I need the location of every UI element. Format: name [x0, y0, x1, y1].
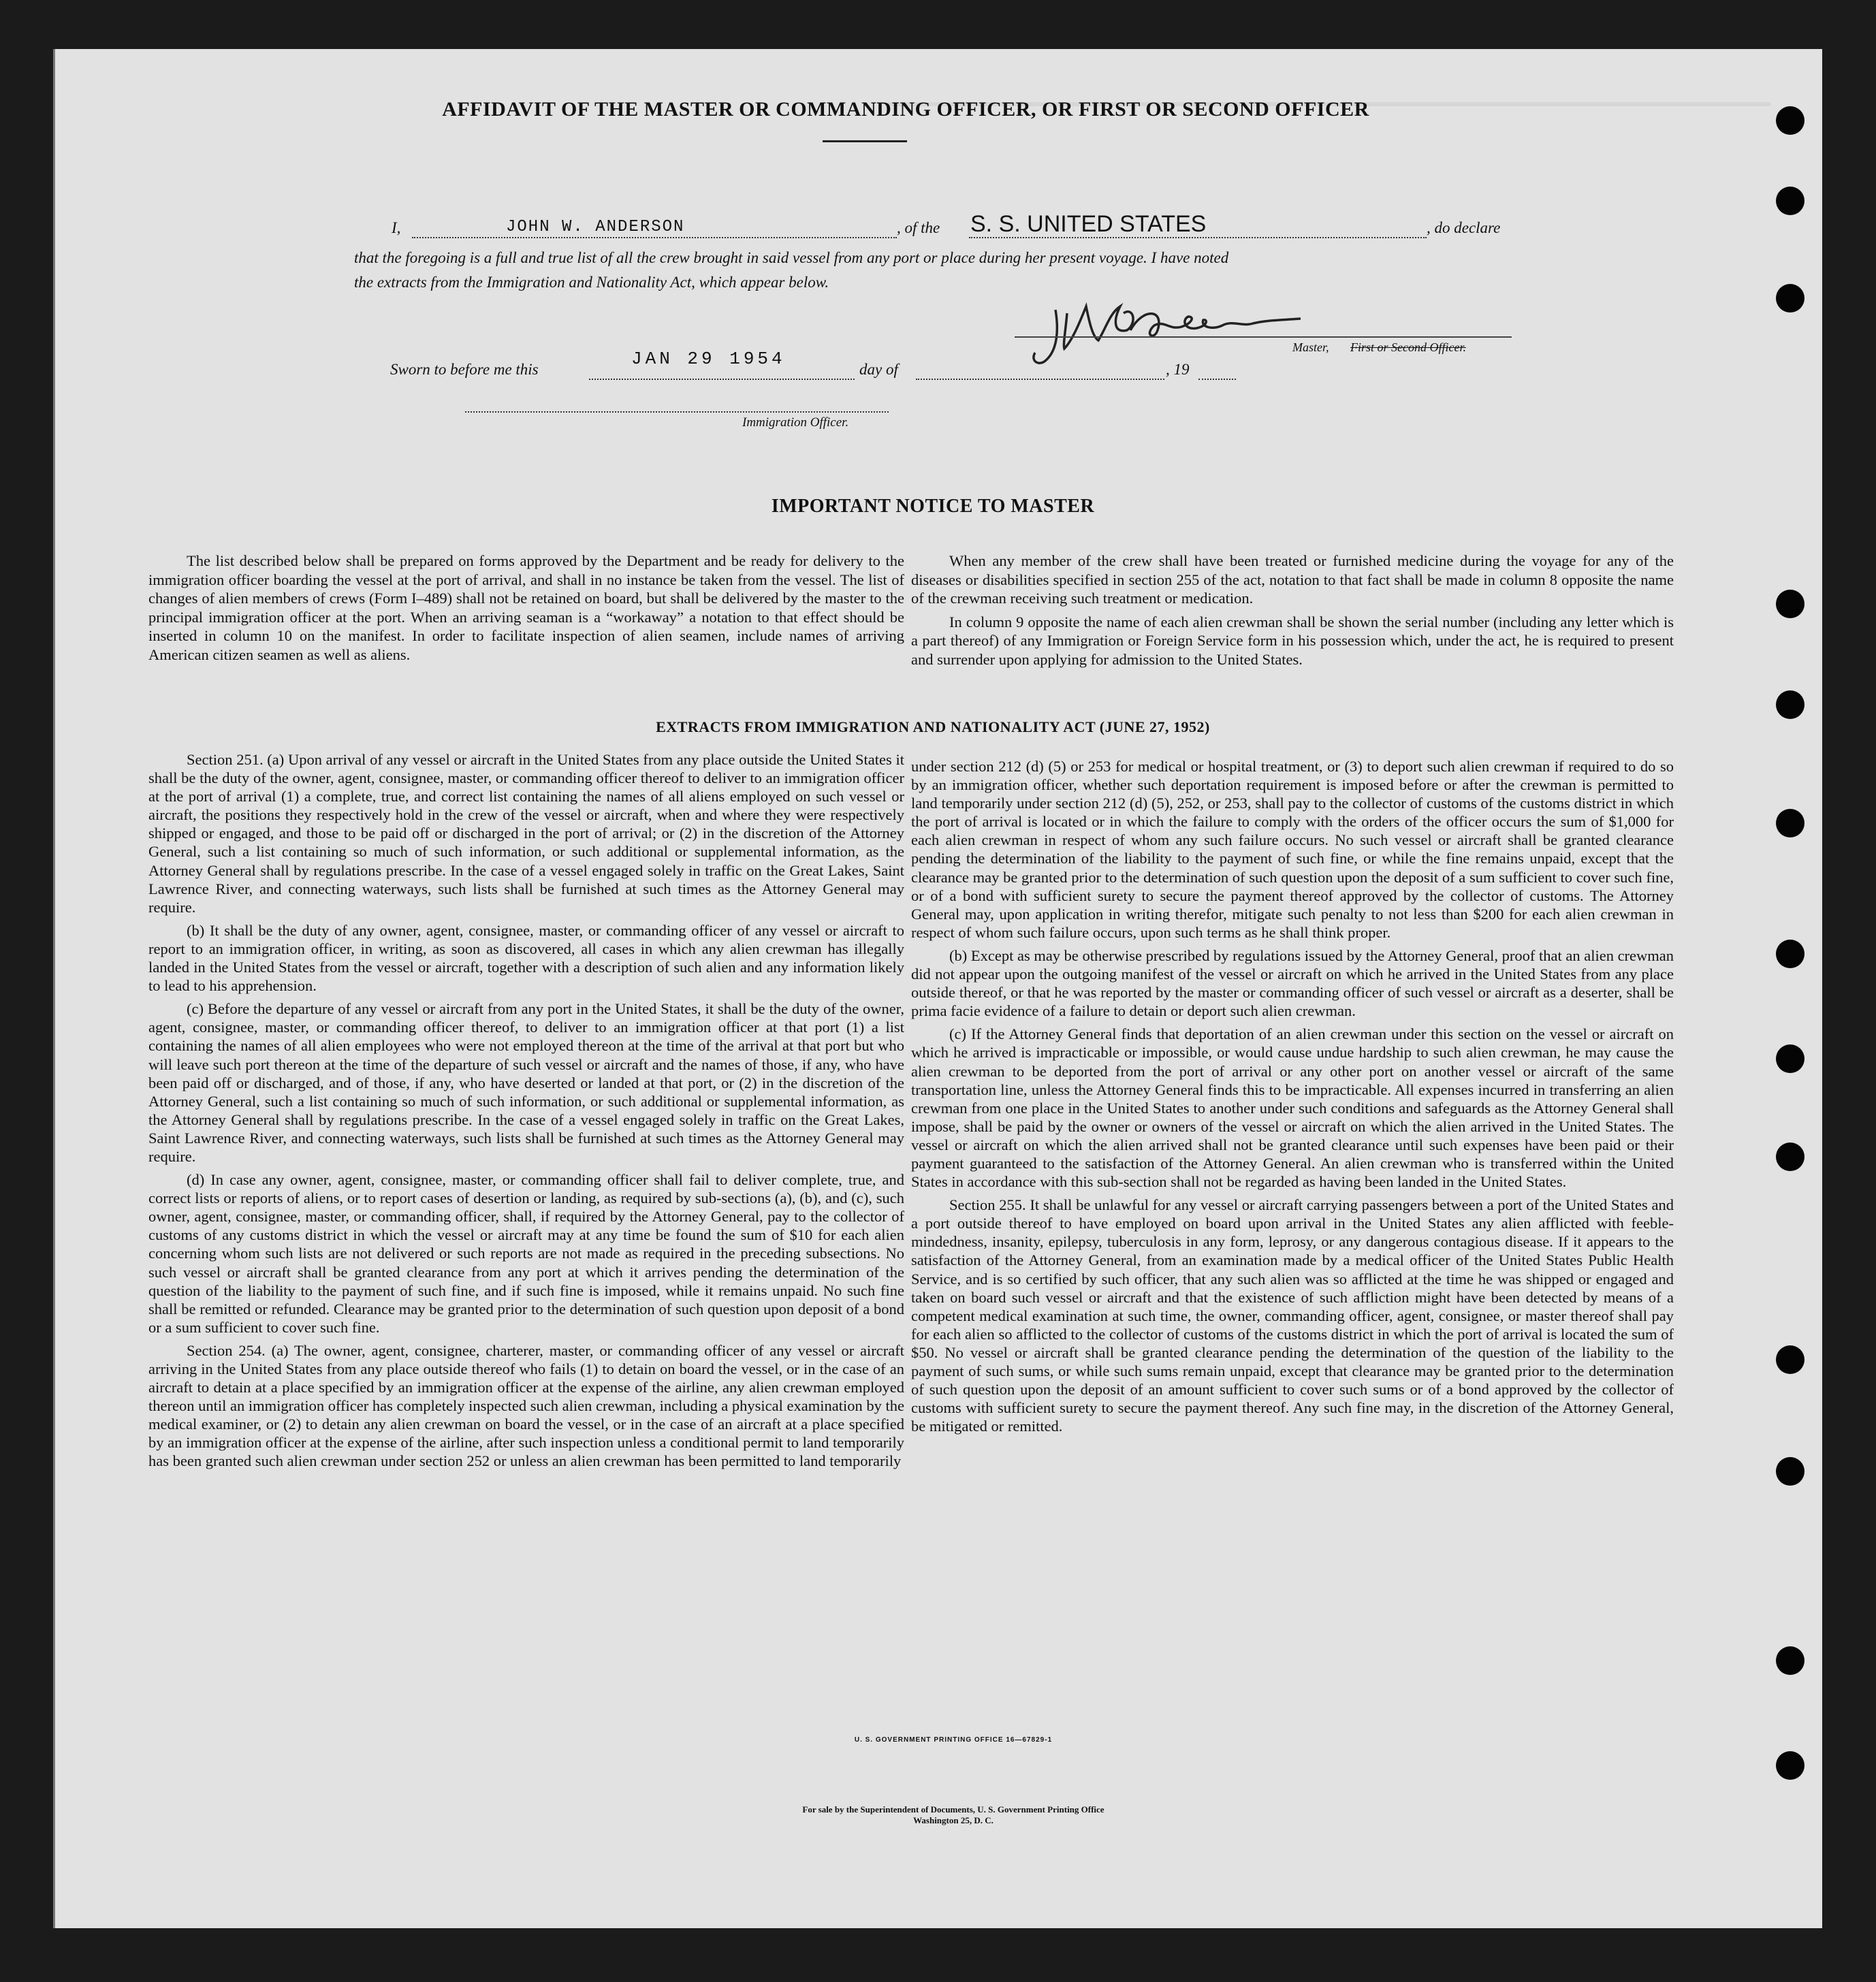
master-name-line [412, 237, 897, 238]
notice-right-paragraph-2: In column 9 opposite the name of each alien crewman shall be shown the serial number (including any letter which is a part thereof) of any Immigration or Foreign Service form in his possession which, under the act, he is required to present and surrender upon applying for admission to the United States. [911, 613, 1674, 668]
punch-hole [1776, 940, 1805, 968]
month-line [916, 379, 1164, 380]
vessel-name-field: S. S. UNITED STATES [970, 211, 1207, 237]
declare-label: , do declare [1427, 219, 1501, 236]
i-label: I, [392, 219, 401, 236]
year-line [1198, 379, 1236, 380]
extracts-left-column [148, 750, 904, 1475]
extracts-title: EXTRACTS FROM IMMIGRATION AND NATIONALITY ACT (JUNE 27, 1952) [656, 718, 1210, 735]
section-251-c: (c) Before the departure of any vessel or aircraft from any port in the United States, it shall be the duty of the owner, agent, consignee, master, or commanding officer thereof, to deliver to an immigration officer at that port (1) a list containing the names of all alien employees who were not employed thereon at the time of the arrival at that port but who will leave such port thereon at the time of the departure of such vessel or aircraft and the names of those, if any, who have been paid off or discharged, and of those, if any, who have deserted or landed at that port, or (2) in the discretion of the Attorney General, such a list containing so much of such information, or such additional or supplemental information, as the Attorney General shall by regulations prescribe. In the case of a vessel engaged solely in traffic on the Great Lakes, Saint Lawrence River, and connecting waterways, such lists shall be furnished at such times as the Attorney General may require. [148, 1000, 904, 1165]
printing-office-mark: U. S. GOVERNMENT PRINTING OFFICE 16—67829-1 [854, 1736, 1053, 1744]
master-label: Master, [1292, 340, 1329, 354]
master-name-field: JOHN W. ANDERSON [506, 218, 685, 236]
punch-hole [1776, 1044, 1805, 1073]
extracts-right-column [911, 757, 1674, 1440]
punch-hole [1776, 1751, 1805, 1780]
year-label: , 19 [1166, 361, 1190, 378]
notice-right-column [911, 552, 1674, 673]
signature-image [1018, 293, 1304, 368]
title-divider [823, 140, 907, 142]
punch-hole [1776, 106, 1805, 135]
section-254-b: (b) Except as may be otherwise prescribed by regulations issued by the Attorney General, proof that an alien crewman did not appear upon the outgoing manifest of the vessel or aircraft on which he arrived in the United States from any place outside thereof, or that he was reported by the master or commanding officer of such vessel or aircraft as a deserter, shall be prima facie evidence of a failure to detain or deport such alien crewman. [911, 946, 1674, 1020]
sworn-label: Sworn to before me this [390, 361, 539, 378]
struck-officer-label: First or Second Officer. [1350, 340, 1466, 354]
immigration-officer-label: Immigration Officer. [742, 415, 849, 430]
punch-hole [1776, 284, 1805, 313]
notice-left-paragraph: The list described below shall be prepared on forms approved by the Department and be ready for delivery to the immigration officer boarding the vessel at the port of arrival, and shall in no instance be taken from the vessel. The list of changes of alien members of crews (Form I–489) shall not be retained on board, but shall be delivered by the master to the principal immigration officer at the port. When an arriving seaman is a “workaway” a notation to that effect should be inserted in column 10 on the manifest. In order to facilitate inspection of alien seamen, include names of arriving American citizen seamen as well as aliens. [148, 552, 904, 663]
punch-hole [1776, 1142, 1805, 1171]
sale-notice-line-2: Washington 25, D. C. [913, 1815, 993, 1825]
section-251-b: (b) It shall be the duty of any owner, agent, consignee, master, or commanding officer of any vessel or aircraft to report to an immigration officer, in writing, as soon as discovered, all cases in which any alien crewman has illegally landed in the United States from the vessel or aircraft, together with a description of such alien and any information likely to lead to his apprehension. [148, 921, 904, 995]
section-255: Section 255. It shall be unlawful for any vessel or aircraft carrying passengers between a port of the United States and a port outside thereof to have employed on board upon arrival in the United States any alien afflicted with feeble-mindedness, insanity, epilepsy, tuberculosis in any form, leprosy, or any dangerous contagious disease. If it appears to the satisfaction of the Attorney General, from an examination made by a medical officer of the United States Public Health Service, and is so certified by such officer, that any such alien was so afflicted at the time he was shipped or engaged and taken on board such vessel or aircraft and that the existence of such affliction might have been detected by means of a competent medical examination at such time, the owner, commanding officer, agent, consignee, or master thereof shall pay for each alien so afflicted to the collector of customs of the customs district in which the port of arrival is located the sum of $50. No vessel or aircraft shall be granted clearance pending the determination of the question of the liability to the payment of such sums, or while such sums remain unpaid, except that clearance may be granted prior to the determination of such question upon the deposit of an amount sufficient to cover such sums or of a bond approved by the collector of customs with sufficient surety to secure the payment thereof. Any such fine may, in the discretion of the Attorney General, be mitigated or remitted. [911, 1196, 1674, 1435]
sale-notice-line-1: For sale by the Superintendent of Documents, U. S. Government Printing Office [802, 1804, 1104, 1815]
punch-hole [1776, 187, 1805, 215]
notice-title: IMPORTANT NOTICE TO MASTER [771, 496, 1095, 517]
immigration-officer-line [465, 411, 889, 413]
section-254-a: Section 254. (a) The owner, agent, consignee, charterer, master, or commanding officer of any vessel or aircraft arriving in the United States from any place outside thereof who fails (1) to detain on board the vessel, or in the case of an aircraft to detain at a place specified by an immigration officer at the expense of the airline, any alien crewman employed thereon until an immigration officer has completely inspected such alien crewman, including a physical examination by the medical examiner, or (2) to detain any alien crewman on board the vessel, or in the case of an aircraft at a place specified by an immigration officer at the expense of the airline, after such inspection unless a conditional permit to land temporarily has been granted such alien crewman under section 252 or unless an alien crewman has been permitted to land temporarily [148, 1341, 904, 1470]
punch-hole [1776, 590, 1805, 618]
punch-hole [1776, 809, 1805, 837]
master-signature [1018, 293, 1304, 368]
section-254-a-continued: under section 212 (d) (5) or 253 for medical or hospital treatment, or (3) to deport such alien crewman if required to do so by an immigration officer, whether such deportation requirement is imposed before or after the crewman is permitted to land temporarily under section 212 (d) (5), 252, or 253, shall pay to the collector of customs of the customs district in which the port of arrival is located or in which the failure to comply with the orders of the officer occurs the sum of $1,000 for each alien crewman in respect of whom any such failure occurs. No such vessel or aircraft shall be granted clearance pending the determination of the liability to the payment of such fine, or while the fine remains unpaid, except that the clearance may be granted prior to the determination of such question upon the deposit of a sum sufficient to cover such fine, or of a bond with sufficient surety to secure the payment thereof approved by the collector of customs. The Attorney General may, upon application in writing therefor, mitigate such penalty to not less than $200 for each alien crewman in respect of whom such failure occurs, upon such terms as he shall think proper. [911, 758, 1674, 941]
sworn-date-stamp: JAN 29 1954 [631, 349, 786, 369]
affidavit-title: AFFIDAVIT OF THE MASTER OR COMMANDING OFFICER, OR FIRST OR SECOND OFFICER [442, 98, 1369, 121]
section-251-d: (d) In case any owner, agent, consignee, master, or commanding officer shall fail to deliver complete, true, and correct lists or reports of aliens, or to report cases of desertion or landing, as required by sub-sections (a), (b), and (c), such owner, agent, consignee, master, or commanding officer, shall, if required by the Attorney General, pay to the collector of customs of any customs district in which the vessel or aircraft may at any time be found the sum of $10 for each alien concerning whom such lists are not delivered or such reports are not made as required in the preceding subsections. No such vessel or aircraft shall be granted clearance from any port at which it arrives pending the determination of the question of the liability to the payment of such fine, and if such fine is imposed, while it remains unpaid. No such fine shall be remitted or refunded. Clearance may be granted prior to the determination of such question upon deposit of a bond or a sum sufficient to cover such fine. [148, 1171, 904, 1336]
day-of-label: day of [859, 361, 898, 378]
punch-hole [1776, 1646, 1805, 1675]
statement-line-1: that the foregoing is a full and true list of all the crew brought in said vessel from any port or place during her present voyage. I have noted [354, 249, 1229, 266]
punch-hole [1776, 1345, 1805, 1374]
statement-line-2: the extracts from the Immigration and Nationality Act, which appear below. [354, 274, 829, 291]
signature-line [1015, 336, 1512, 338]
section-254-c: (c) If the Attorney General finds that deportation of an alien crewman under this section on the vessel or aircraft on which he arrived is impracticable or impossible, or would cause undue hardship to such alien crewman, he may cause the alien crewman to be deported from the port of arrival or any other port on another vessel or aircraft of the same transportation line, unless the Attorney General finds this to be impracticable. All expenses incurred in transferring an alien crewman from one place in the United States to another under such conditions and safeguards as the Attorney General shall impose, shall be paid by the owner or owners of the vessel or aircraft on which the alien arrived in the United States. The vessel or aircraft on which the alien arrived shall not be granted clearance until such expenses have been paid or their payment guaranteed to the satisfaction of the Attorney General. An alien crewman who is transferred within the United States in accordance with this sub-section shall not be regarded as having been landed in the United States. [911, 1025, 1674, 1191]
section-251-a: Section 251. (a) Upon arrival of any vessel or aircraft in the United States from any place outside the United States it shall be the duty of the owner, agent, consignee, master, or commanding officer thereof to deliver to an immigration officer at the port of arrival (1) a complete, true, and correct list containing the names of all aliens employed on such vessel or aircraft, the positions they respectively hold in the crew of the vessel or aircraft, when and where they were respectively shipped or engaged, and those to be paid off or discharged in the port of arrival; or (2) in the discretion of the Attorney General, such a list containing so much of such information, or such additional or supplemental information, as the Attorney General shall by regulations prescribe. In the case of a vessel engaged solely in traffic on the Great Lakes, Saint Lawrence River, and connecting waterways, such lists shall be furnished at such times as the Attorney General may require. [148, 751, 904, 916]
sworn-date-line [589, 379, 855, 380]
notice-right-paragraph-1: When any member of the crew shall have been treated or furnished medicine during the voyage for any of the diseases or disabilities specified in section 255 of the act, notation to that fact shall be made in column 8 opposite the name of the crewman receiving such treatment or medication. [911, 552, 1674, 607]
sale-notice [613, 1804, 1294, 1826]
notice-left-column [148, 552, 904, 669]
of-the-label: , of the [897, 219, 940, 236]
punch-hole [1776, 1457, 1805, 1486]
punch-hole [1776, 690, 1805, 719]
